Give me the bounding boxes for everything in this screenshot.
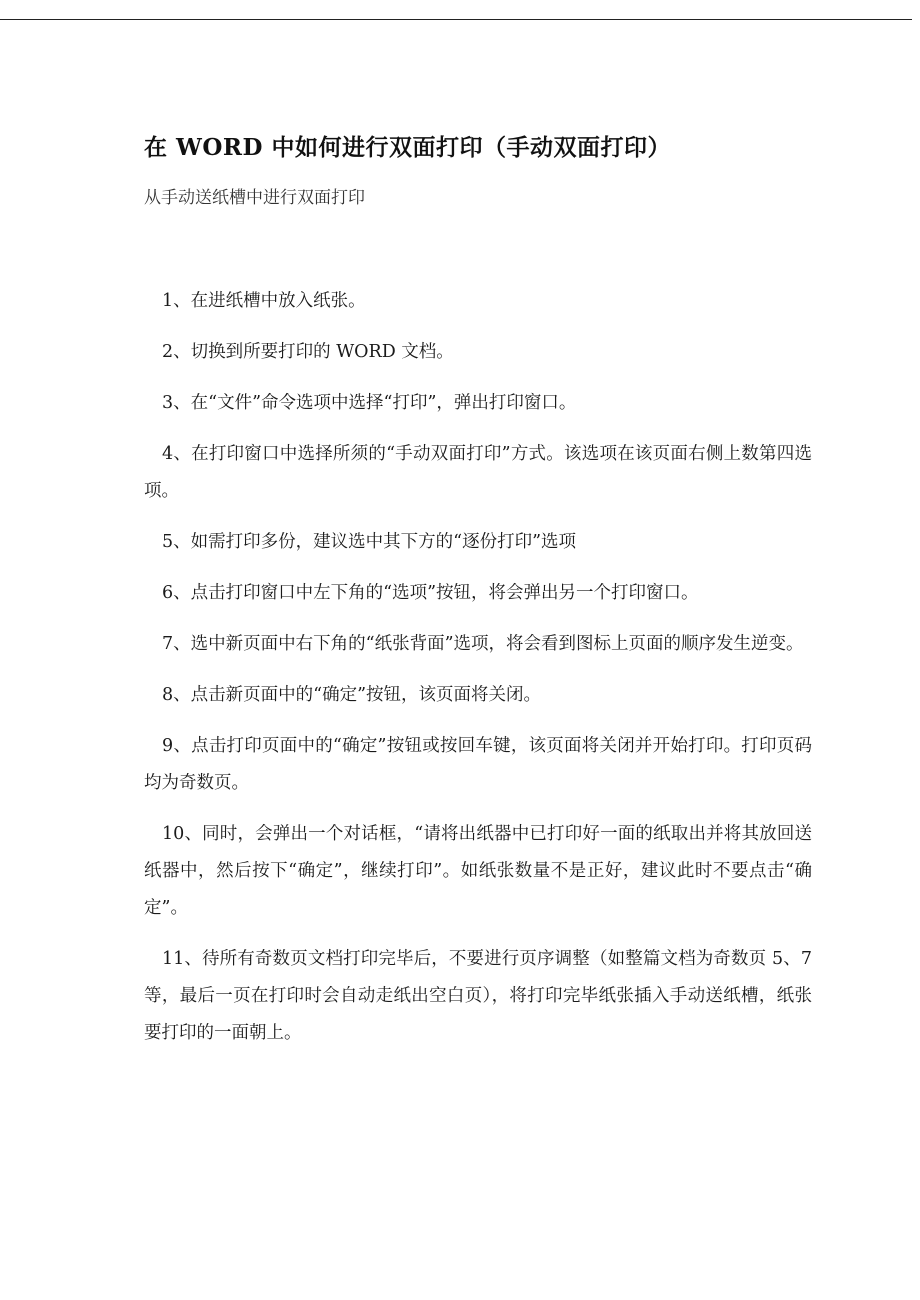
step-8: 8、点击新页面中的“确定”按钮，该页面将关闭。	[162, 685, 542, 705]
document-title: 在 WORD 中如何进行双面打印（手动双面打印）	[144, 134, 671, 161]
step-11: 11、待所有奇数页文档打印完毕后，不要进行页序调整（如整篇文档为奇数页 5、7 等，最后一页在打印时会自动走纸出空白页），将打印完毕纸张插入手动送纸槽，纸张要打印的一面朝上。	[144, 949, 812, 1043]
step-2: 2、切换到所要打印的 WORD 文档。	[162, 342, 454, 362]
step-list	[144, 283, 812, 1066]
step-10: 10、同时，会弹出一个对话框，“请将出纸器中已打印好一面的纸取出并将其放回送纸器中，然后按下“确定”，继续打印”。如纸张数量不是正好，建议此时不要点击“确定”。	[144, 824, 812, 918]
document-subtitle: 从手动送纸槽中进行双面打印	[144, 188, 365, 208]
header-rule	[0, 19, 912, 20]
step-1: 1、在进纸槽中放入纸张。	[162, 291, 366, 311]
step-4: 4、在打印窗口中选择所须的“手动双面打印”方式。该选项在该页面右侧上数第四选项。	[144, 444, 812, 501]
step-6: 6、点击打印窗口中左下角的“选项”按钮，将会弹出另一个打印窗口。	[162, 583, 699, 603]
step-5: 5、如需打印多份，建议选中其下方的“逐份打印”选项	[162, 532, 577, 552]
step-9: 9、点击打印页面中的“确定”按钮或按回车键，该页面将关闭并开始打印。打印页码均为奇数页。	[144, 736, 812, 793]
step-7: 7、选中新页面中右下角的“纸张背面”选项，将会看到图标上页面的顺序发生逆变。	[162, 634, 804, 654]
step-3: 3、在“文件”命令选项中选择“打印”，弹出打印窗口。	[162, 393, 577, 413]
